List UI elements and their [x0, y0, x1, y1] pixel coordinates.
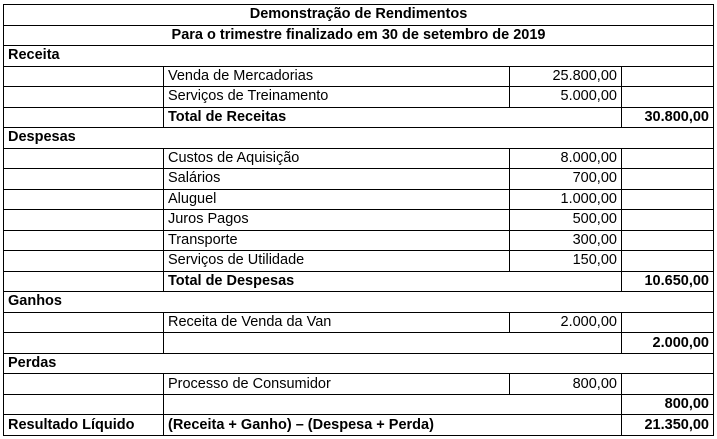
section-heading-perdas: Perdas [4, 353, 714, 374]
item-value: 1.000,00 [510, 189, 622, 210]
table-row [4, 251, 714, 272]
table-row [4, 87, 714, 108]
item-label: Venda de Mercadorias [163, 66, 509, 87]
item-label: Receita de Venda da Van [163, 312, 509, 333]
table-row [4, 210, 714, 231]
section-row-receita [4, 46, 714, 67]
table-row [4, 66, 714, 87]
section-row-ganhos [4, 292, 714, 313]
total-row-despesas [4, 271, 714, 292]
income-statement-table [3, 4, 714, 436]
item-value: 2.000,00 [510, 312, 622, 333]
table-row [4, 169, 714, 190]
item-value: 800,00 [510, 374, 622, 395]
item-label: Serviços de Utilidade [163, 251, 509, 272]
statement-title: Demonstração de Rendimentos [4, 5, 714, 26]
item-label: Juros Pagos [163, 210, 509, 231]
section-heading-receita: Receita [4, 46, 714, 67]
table-row [4, 230, 714, 251]
table-row [4, 148, 714, 169]
table-row [4, 312, 714, 333]
total-label: Total de Despesas [163, 271, 621, 292]
item-label: Salários [163, 169, 509, 190]
item-label: Transporte [163, 230, 509, 251]
section-row-despesas [4, 128, 714, 149]
section-heading-ganhos: Ganhos [4, 292, 714, 313]
statement-period: Para o trimestre finalizado em 30 de setembro de 2019 [4, 25, 714, 46]
section-heading-despesas: Despesas [4, 128, 714, 149]
section-row-perdas [4, 353, 714, 374]
total-value: 2.000,00 [621, 333, 713, 354]
net-result-value: 21.350,00 [621, 415, 713, 436]
net-result-formula: (Receita + Ganho) – (Despesa + Perda) [163, 415, 621, 436]
item-label: Processo de Consumidor [163, 374, 509, 395]
item-value: 5.000,00 [510, 87, 622, 108]
subtitle-row [4, 25, 714, 46]
total-value: 10.650,00 [621, 271, 713, 292]
item-value: 700,00 [510, 169, 622, 190]
total-value: 30.800,00 [621, 107, 713, 128]
total-row-perdas [4, 394, 714, 415]
item-value: 150,00 [510, 251, 622, 272]
item-label: Custos de Aquisição [163, 148, 509, 169]
title-row [4, 5, 714, 26]
item-value: 500,00 [510, 210, 622, 231]
total-row-receitas [4, 107, 714, 128]
net-result-label: Resultado Líquido [4, 415, 164, 436]
table-row [4, 189, 714, 210]
item-value: 8.000,00 [510, 148, 622, 169]
total-label: Total de Receitas [163, 107, 621, 128]
total-value: 800,00 [621, 394, 713, 415]
item-value: 300,00 [510, 230, 622, 251]
item-label: Serviços de Treinamento [163, 87, 509, 108]
item-label: Aluguel [163, 189, 509, 210]
item-value: 25.800,00 [510, 66, 622, 87]
total-row-ganhos [4, 333, 714, 354]
table-row [4, 374, 714, 395]
net-result-row [4, 415, 714, 436]
